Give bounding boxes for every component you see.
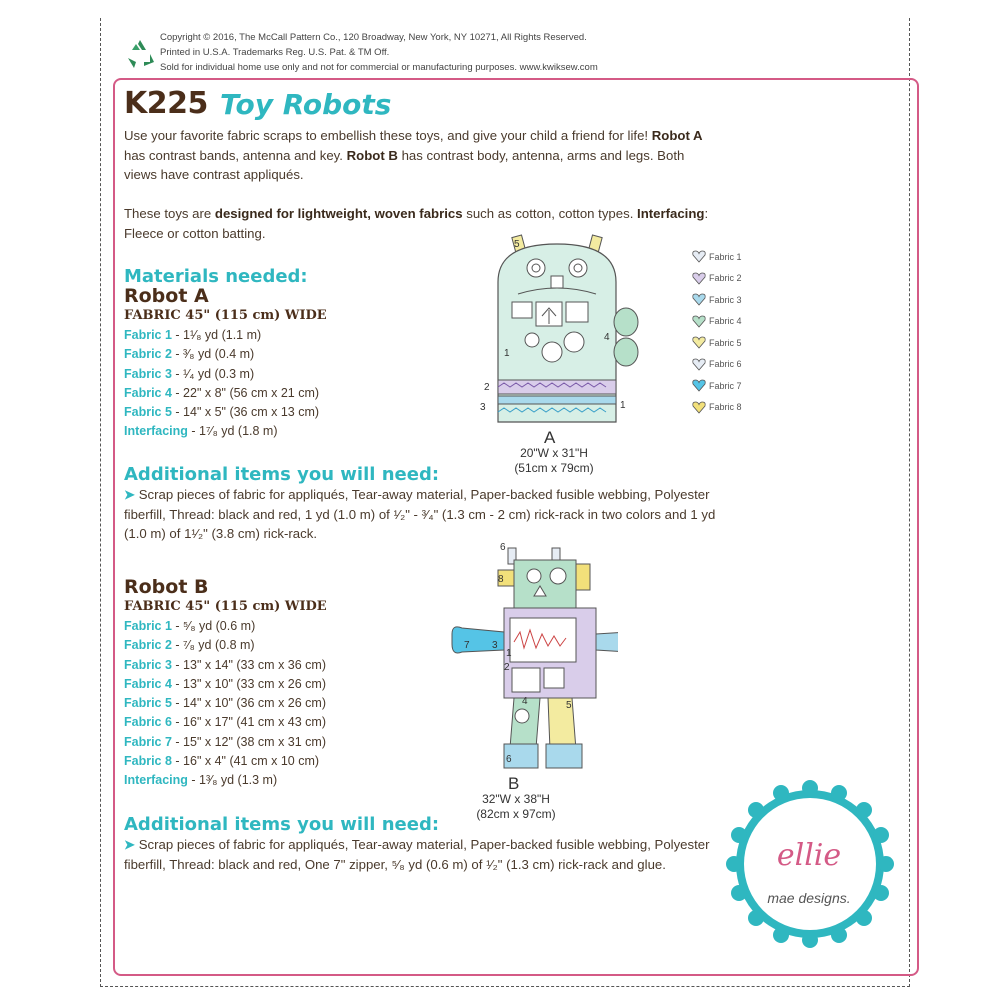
fabric-name: Fabric 8 — [124, 754, 172, 769]
list-item — [124, 733, 326, 752]
list-item — [124, 345, 319, 364]
fabric-qty: - 1¹⁄₈ yd (1.1 m) — [171, 328, 262, 342]
intro-text: has contrast body, antenna, arms and legs. Both views have contrast appliqués. — [124, 147, 685, 182]
intro-text: : Fleece or cotton batting. — [124, 206, 709, 241]
robot-b-additional-heading: Additional items you will need: — [124, 814, 440, 835]
legend-item — [692, 397, 742, 419]
svg-text:6: 6 — [500, 542, 506, 553]
intro-bold: Interfacing — [637, 206, 705, 221]
svg-text:4: 4 — [522, 696, 528, 707]
svg-text:5: 5 — [514, 239, 520, 250]
copyright-line: Copyright © 2016, The McCall Pattern Co., 120 Broadway, New York, NY 10271, All Rights Reserved. — [160, 32, 587, 43]
legend-label: Fabric 1 — [709, 251, 742, 262]
intro-bold: Robot B — [346, 147, 398, 163]
additional-text: Scrap pieces of fabric for appliqués, Tear-away material, Paper-backed fusible webbing, Polyester fiberfill, Thread: black and red, 1 yd (1.0 m) of ¹⁄₂" - ³⁄₄" (1.3 cm - 2 cm) rick-rack in two colors and 1 yd (1.0 m) of 1¹⁄₂" (3.8 cm) rick-rack. — [124, 487, 716, 541]
fabric-qty: - 16" x 17" (41 cm x 43 cm) — [171, 715, 326, 730]
list-item — [124, 365, 319, 384]
list-item — [124, 636, 326, 655]
intro-text: such as cotton, cotton types. — [462, 206, 638, 221]
fabric-name: Fabric 5 — [124, 696, 172, 711]
legend-item — [692, 289, 742, 311]
legend-label: Fabric 2 — [709, 273, 742, 284]
materials-heading: Materials needed: — [124, 266, 308, 287]
list-item — [124, 675, 326, 694]
robot-a-illustration — [474, 232, 644, 432]
recycle-icon — [122, 36, 158, 72]
heart-icon — [692, 272, 706, 285]
robot-a-additional-heading: Additional items you will need: — [124, 464, 440, 485]
fabric-name: Fabric 2 — [124, 347, 172, 362]
intro-text: Use your favorite fabric scraps to embellish these toys, and give your child a friend for life! — [124, 128, 652, 143]
legend-label: Fabric 8 — [709, 402, 742, 413]
svg-text:8: 8 — [498, 574, 504, 585]
list-item — [124, 617, 326, 636]
list-item — [124, 752, 326, 771]
robot-a-heading: Robot A — [124, 285, 209, 307]
fabric-name: Fabric 5 — [124, 405, 172, 420]
heart-icon — [692, 250, 706, 263]
fabric-name: Fabric 6 — [124, 715, 172, 730]
fabric-name: Fabric 4 — [124, 385, 172, 400]
intro-paragraph — [124, 126, 714, 185]
svg-text:1: 1 — [506, 648, 512, 659]
robot-b-fabric-width: FABRIC 45" (115 cm) WIDE — [124, 599, 327, 614]
dimension-text: 32"W x 38"H — [482, 792, 550, 806]
fabric-qty: - ⁷⁄₈ yd (0.8 m) — [171, 638, 255, 653]
intro-bold: Robot A — [651, 128, 703, 143]
fabric-qty: - 16" x 4" (41 cm x 10 cm) — [171, 754, 320, 769]
heart-icon — [692, 336, 706, 349]
list-item — [124, 771, 326, 790]
copyright-line: Sold for individual home use only and not for commercial or manufacturing purposes. www.kwiksew.com — [160, 62, 598, 73]
svg-text:1: 1 — [620, 400, 626, 411]
robot-b-heading: Robot B — [124, 576, 209, 598]
pattern-title: Toy Robots — [220, 88, 392, 121]
intro-text: These toys are — [124, 206, 215, 221]
robot-a-fabric-list — [124, 326, 319, 442]
bullet-arrow-icon: ➤ — [124, 487, 139, 502]
list-item — [124, 713, 326, 732]
robot-a-dimensions — [494, 446, 614, 476]
dimension-text: (82cm x 97cm) — [476, 807, 556, 821]
copyright-line: Printed in U.S.A. Trademarks Reg. U.S. Pat. & TM Off. — [160, 47, 390, 58]
list-item — [124, 326, 319, 345]
legend-item — [692, 375, 742, 397]
fabric-qty: - 1⁷⁄₈ yd (1.8 m) — [187, 424, 278, 439]
copyright-notice — [160, 30, 598, 75]
heart-icon — [692, 293, 706, 306]
dimension-text: 20"W x 31"H — [520, 446, 588, 460]
heart-icon — [692, 401, 706, 414]
fabric-qty: - 14" x 5" (36 cm x 13 cm) — [171, 405, 320, 420]
fabric-qty: - 13" x 14" (33 cm x 36 cm) — [171, 657, 326, 672]
robot-b-view-letter: B — [508, 774, 520, 793]
legend-label: Fabric 4 — [709, 316, 742, 327]
fabric-name: Fabric 2 — [124, 638, 172, 653]
list-item — [124, 656, 326, 675]
fabric-name: Fabric 1 — [124, 619, 172, 633]
robot-b-fabric-list — [124, 617, 326, 791]
svg-text:3: 3 — [480, 402, 486, 413]
svg-text:7: 7 — [464, 640, 470, 651]
legend-item — [692, 246, 742, 268]
logo-name: ellie — [776, 838, 842, 873]
fabric-name: Fabric 4 — [124, 676, 172, 691]
robot-a-additional-text — [124, 485, 724, 544]
intro-text: has contrast bands, antenna and key. — [124, 147, 347, 163]
pattern-code: K225 — [124, 86, 208, 121]
svg-text:2: 2 — [504, 662, 510, 673]
fabric-name: Fabric 3 — [124, 366, 172, 381]
fabric-legend — [692, 246, 742, 418]
fabric-name: Interfacing — [124, 773, 188, 788]
fabric-name: Fabric 3 — [124, 657, 172, 672]
svg-text:5: 5 — [566, 700, 572, 711]
intro-bold: designed for lightweight, woven fabrics — [214, 206, 463, 221]
robot-a-fabric-width: FABRIC 45" (115 cm) WIDE — [124, 308, 327, 323]
logo-subtitle: mae designs. — [767, 890, 851, 906]
legend-label: Fabric 7 — [709, 380, 742, 391]
fabric-qty: - ¹⁄₄ yd (0.3 m) — [171, 366, 255, 381]
fabric-qty: - 1³⁄₈ yd (1.3 m) — [187, 773, 278, 788]
fabric-qty: - 22" x 8" (56 cm x 21 cm) — [171, 385, 320, 400]
dimension-text: (51cm x 79cm) — [514, 461, 594, 475]
legend-item — [692, 311, 742, 333]
additional-text: Scrap pieces of fabric for appliqués, Tear-away material, Paper-backed fusible webbing, Polyester fiberfill, Thread: black and red, One 7" zipper, ⁵⁄₈ yd (0.6 m) of ¹⁄₂" (1.3 cm) rick-rack and glue. — [124, 837, 710, 872]
fabric-qty: - 14" x 10" (36 cm x 26 cm) — [171, 696, 326, 711]
robot-b-additional-text — [124, 835, 724, 874]
svg-text:4: 4 — [604, 332, 610, 343]
list-item — [124, 422, 319, 441]
fabric-qty: - 13" x 10" (33 cm x 26 cm) — [171, 676, 326, 691]
list-item — [124, 403, 319, 422]
legend-item — [692, 268, 742, 290]
svg-text:2: 2 — [484, 382, 490, 393]
legend-item — [692, 354, 742, 376]
legend-item — [692, 332, 742, 354]
fabric-name: Interfacing — [124, 424, 188, 439]
bullet-arrow-icon: ➤ — [124, 837, 139, 852]
list-item — [124, 384, 319, 403]
svg-text:1: 1 — [504, 348, 510, 359]
fabric-name: Fabric 7 — [124, 734, 172, 749]
robot-b-dimensions — [456, 792, 576, 822]
fabric-qty: - ⁵⁄₈ yd (0.6 m) — [171, 619, 256, 633]
fabric-qty: - ³⁄₈ yd (0.4 m) — [171, 347, 255, 362]
svg-text:6: 6 — [506, 754, 512, 765]
heart-icon — [692, 379, 706, 392]
robot-a-view-letter: A — [544, 428, 556, 447]
legend-label: Fabric 6 — [709, 359, 742, 370]
fabric-qty: - 15" x 12" (38 cm x 31 cm) — [171, 734, 326, 749]
robot-b-illustration — [448, 538, 618, 774]
list-item — [124, 694, 326, 713]
legend-label: Fabric 3 — [709, 294, 742, 305]
legend-label: Fabric 5 — [709, 337, 742, 348]
heart-icon — [692, 315, 706, 328]
svg-text:3: 3 — [492, 640, 498, 651]
heart-icon — [692, 358, 706, 371]
fabric-name: Fabric 1 — [124, 328, 172, 342]
